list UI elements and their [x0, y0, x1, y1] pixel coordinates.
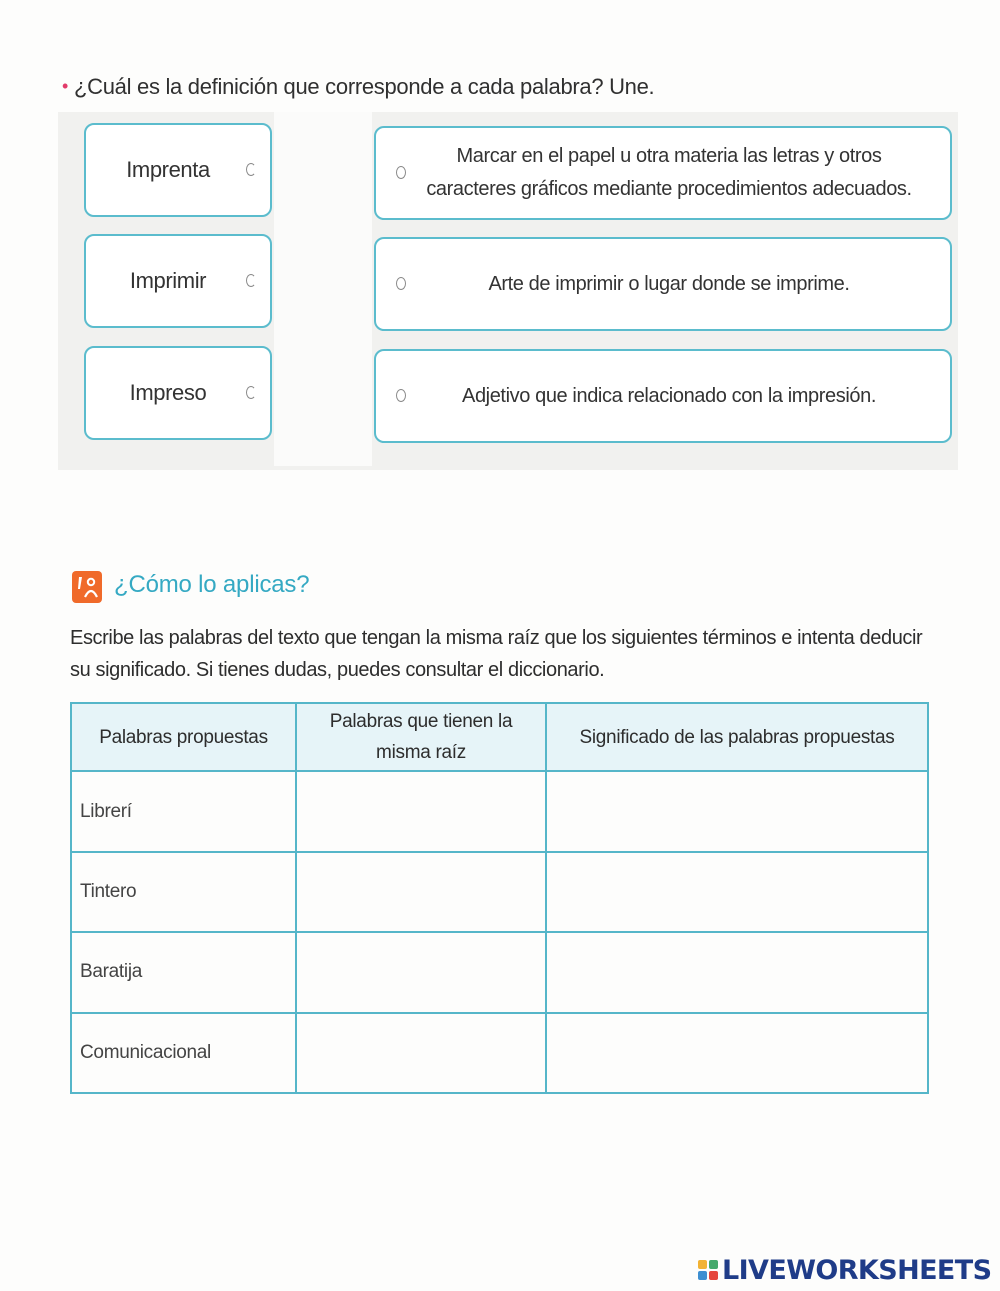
logo-square: [698, 1260, 707, 1269]
word-box-imprimir[interactable]: [84, 234, 272, 328]
meaning-answer[interactable]: [546, 771, 928, 851]
section-title: ¿Cómo lo aplicas?: [114, 571, 310, 598]
term-cell: Tintero: [71, 852, 296, 932]
definition-box-2[interactable]: [374, 237, 952, 331]
table-row: [71, 852, 928, 932]
term-cell: Comunicacional: [71, 1013, 296, 1093]
bullet-icon: •: [62, 76, 69, 96]
connector-dot-icon[interactable]: [396, 277, 406, 290]
definition-text: Marcar en el papel u otra materia las letras y otros caracteres gráficos mediante procedimientos adecuados.: [426, 145, 912, 200]
definition-box-3[interactable]: [374, 349, 952, 443]
meaning-answer[interactable]: [546, 932, 928, 1012]
question-text: ¿Cuál es la definición que corresponde a cada palabra? Une.: [74, 74, 655, 99]
meaning-answer[interactable]: [546, 852, 928, 932]
word-label: Imprimir: [129, 268, 207, 293]
term-cell: Baratija: [71, 932, 296, 1012]
definition-text: Arte de imprimir o lugar donde se imprime.: [488, 272, 850, 295]
meaning-answer[interactable]: [546, 1013, 928, 1093]
word-box-impreso[interactable]: [84, 346, 272, 440]
word-box-imprenta[interactable]: [84, 123, 272, 217]
connector-dot-icon[interactable]: [246, 163, 256, 176]
connector-dot-icon[interactable]: [396, 389, 406, 402]
table-row: [71, 932, 928, 1012]
pencil-person-icon: [72, 571, 102, 603]
roots-table: [70, 702, 929, 1094]
same-root-answer[interactable]: [296, 852, 546, 932]
header-meaning: Significado de las palabras propuestas: [546, 703, 928, 771]
match-question: [62, 74, 654, 100]
logo-square: [709, 1271, 718, 1280]
table-header-row: [71, 703, 928, 771]
connector-dot-icon[interactable]: [396, 166, 406, 179]
word-label: Imprenta: [126, 157, 210, 182]
liveworksheets-logo[interactable]: [698, 1255, 991, 1285]
definition-box-1[interactable]: [374, 126, 952, 220]
logo-grid-icon: [698, 1260, 718, 1280]
definition-text: Adjetivo que indica relacionado con la impresión.: [462, 384, 876, 407]
table-row: [71, 1013, 928, 1093]
word-label: Impreso: [129, 380, 207, 405]
connector-dot-icon[interactable]: [246, 274, 256, 287]
table-row: [71, 771, 928, 851]
connector-dot-icon[interactable]: [246, 386, 256, 399]
header-same-root: Palabras que tienen la misma raíz: [296, 703, 546, 771]
same-root-answer[interactable]: [296, 932, 546, 1012]
same-root-answer[interactable]: [296, 771, 546, 851]
logo-square: [698, 1271, 707, 1280]
instructions: Escribe las palabras del texto que tengan la misma raíz que los siguientes términos e intenta deducir su significado. Si tienes dudas, puedes consultar el diccionario.: [70, 627, 923, 681]
same-root-answer[interactable]: [296, 1013, 546, 1093]
term-cell: Librerí: [71, 771, 296, 851]
header-proposed-words: Palabras propuestas: [71, 703, 296, 771]
brand-name: LIVEWORKSHEETS: [722, 1254, 992, 1286]
matching-gap: [274, 112, 372, 466]
logo-square: [709, 1260, 718, 1269]
